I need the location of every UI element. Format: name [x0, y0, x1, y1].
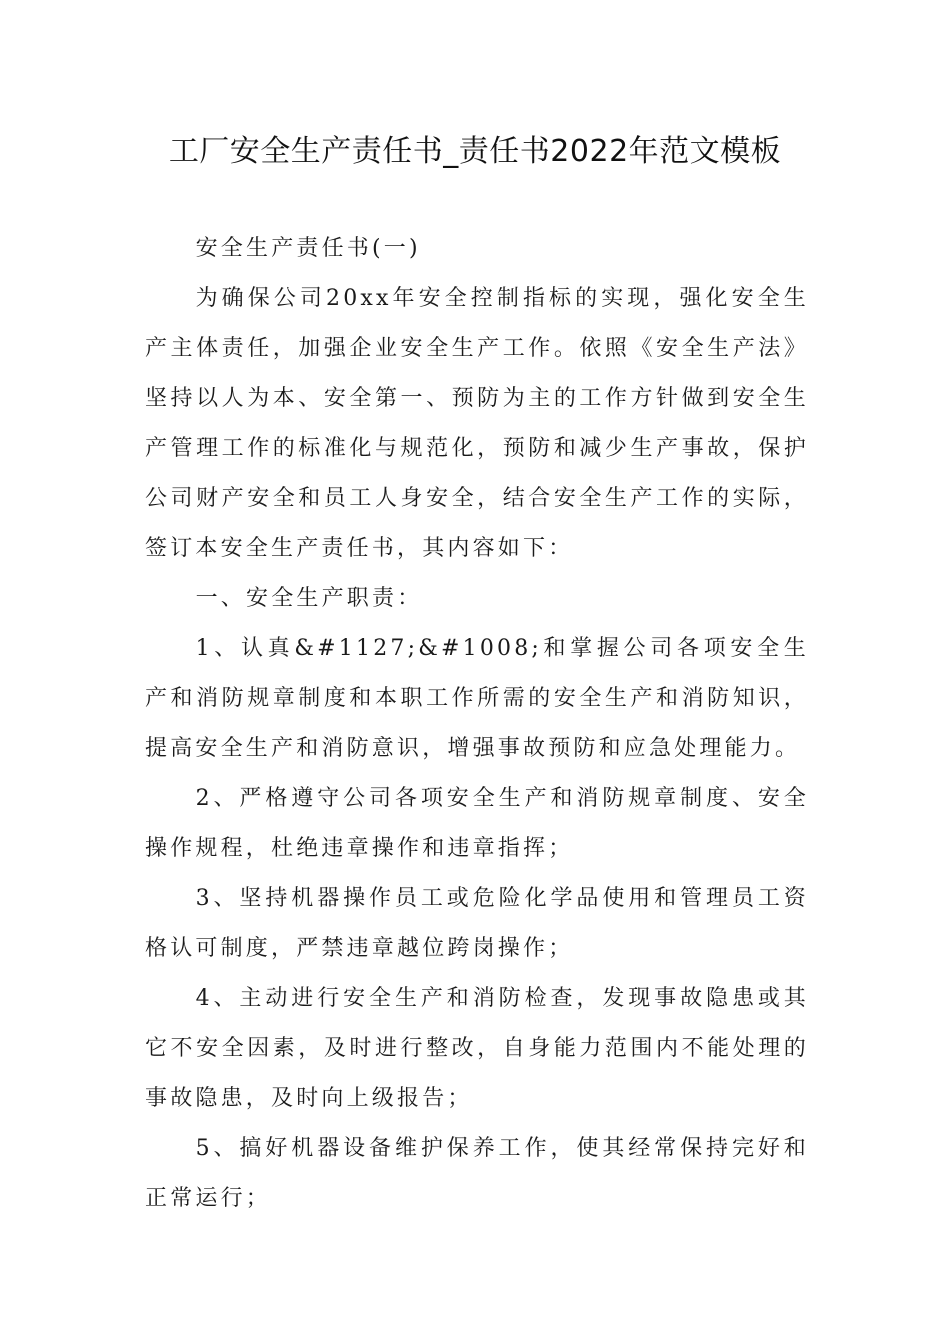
duty-item-1: 1、认真&#1127;&#1008;和掌握公司各项安全生产和消防规章制度和本职工作所需的安全生产和消防知识，提高安全生产和消防意识，增强事故预防和应急处理能力。 [145, 636, 809, 761]
document-title: 工厂安全生产责任书_责任书2022年范文模板 [168, 134, 782, 169]
document-body [145, 224, 809, 1224]
intro-paragraph: 为确保公司20xx年安全控制指标的实现，强化安全生产主体责任，加强企业安全生产工作。依照《安全生产法》坚持以人为本、安全第一、预防为主的工作方针做到安全生产管理工作的标准化与规范化，预防和减少生产事故，保护公司财产安全和员工人身安全，结合安全生产工作的实际，签订本安全生产责任书，其内容如下： [145, 286, 809, 561]
section-heading: 安全生产责任书(一) [195, 236, 421, 261]
duty-item-3: 3、坚持机器操作员工或危险化学品使用和管理员工资格认可制度，严禁违章越位跨岗操作； [145, 886, 809, 961]
duty-item-5: 5、搞好机器设备维护保养工作，使其经常保持完好和正常运行； [145, 1136, 809, 1211]
duties-heading: 一、安全生产职责： [195, 586, 423, 611]
duty-item-4: 4、主动进行安全生产和消防检查，发现事故隐患或其它不安全因素，及时进行整改，自身能力范围内不能处理的事故隐患，及时向上级报告； [145, 986, 809, 1111]
duty-item-2: 2、严格遵守公司各项安全生产和消防规章制度、安全操作规程，杜绝违章操作和违章指挥； [145, 786, 809, 861]
